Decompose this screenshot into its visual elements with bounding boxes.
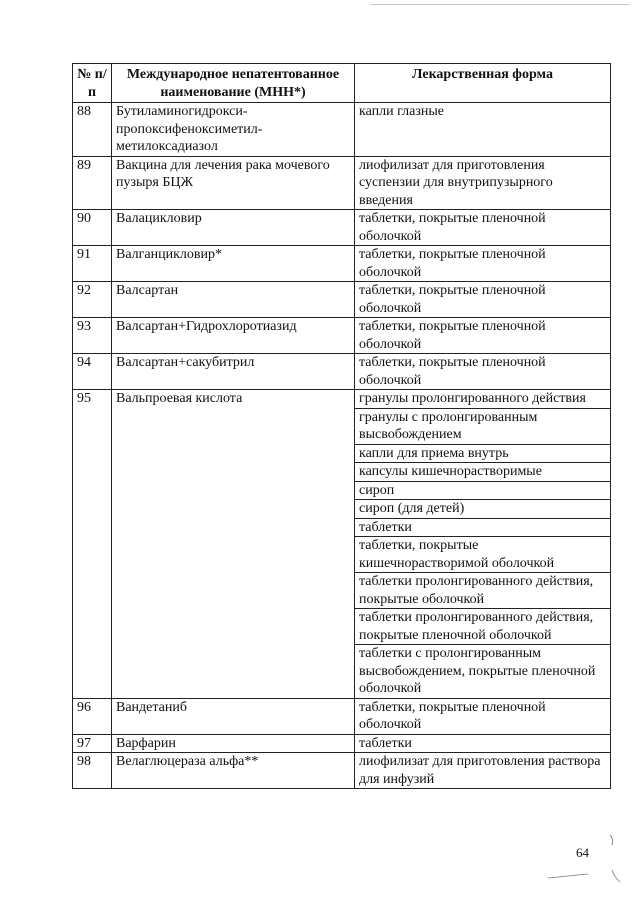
table-row — [73, 282, 611, 318]
dosage-form: таблетки пролонгированного действия, покрытые пленочной оболочкой — [355, 608, 610, 644]
dosage-form: гранулы с пролонгированным высвобождением — [355, 408, 610, 444]
page-number: 64 — [576, 845, 589, 860]
table-row — [73, 734, 611, 753]
drug-name: Валсартан — [112, 282, 355, 318]
dosage-form: таблетки, покрытые пленочной оболочкой — [359, 283, 546, 316]
dosage-form: капли для приема внутрь — [355, 444, 610, 463]
drug-name: Варфарин — [112, 734, 355, 753]
table-row — [73, 390, 611, 699]
header-name: Международное непатентованное наименование (МНН*) — [112, 64, 355, 103]
drug-name: Велаглюцераза альфа** — [112, 753, 355, 789]
row-number: 89 — [73, 156, 112, 210]
dosage-form: таблетки, покрытые пленочной оболочкой — [359, 355, 546, 388]
table-row — [73, 698, 611, 734]
drug-name: Валсартан+Гидрохлоротиазид — [112, 318, 355, 354]
dosage-form-cell — [355, 156, 611, 210]
row-number: 90 — [73, 210, 112, 246]
dosage-form: таблетки с пролонгированным высвобождением, покрытые пленочной оболочкой — [355, 644, 610, 698]
drug-name: Вальпроевая кислота — [112, 390, 355, 699]
dosage-form: таблетки, покрытые пленочной оболочкой — [359, 211, 546, 244]
dosage-form: лиофилизат для приготовления раствора для инфузий — [359, 754, 601, 787]
table-row — [73, 318, 611, 354]
dosage-form: таблетки — [359, 735, 412, 751]
row-number: 92 — [73, 282, 112, 318]
row-number: 94 — [73, 354, 112, 390]
dosage-form-cell — [355, 734, 611, 753]
row-number: 93 — [73, 318, 112, 354]
top-edge-line — [370, 4, 630, 5]
table-row — [73, 156, 611, 210]
dosage-form-cell — [355, 354, 611, 390]
dosage-form-cell — [355, 318, 611, 354]
dosage-form-cell — [355, 390, 611, 699]
drug-name: Валацикловир — [112, 210, 355, 246]
header-num: № п/п — [73, 64, 112, 103]
dosage-form-cell — [355, 103, 611, 157]
dosage-form: таблетки пролонгированного действия, покрытые оболочкой — [355, 572, 610, 608]
drug-name: Вандетаниб — [112, 698, 355, 734]
header-form: Лекарственная форма — [355, 64, 611, 103]
dosage-form: гранулы пролонгированного действия — [359, 391, 586, 406]
dosage-form: таблетки, покрытые кишечнорастворимой оболочкой — [355, 536, 610, 572]
dosage-form: сироп — [355, 481, 610, 500]
table-row — [73, 210, 611, 246]
dosage-form-cell — [355, 282, 611, 318]
dosage-form: таблетки, покрытые пленочной оболочкой — [359, 319, 546, 352]
row-number: 88 — [73, 103, 112, 157]
dosage-form: таблетки — [355, 518, 610, 537]
dosage-form: лиофилизат для приготовления суспензии для внутрипузырного введения — [359, 157, 553, 208]
row-number: 91 — [73, 246, 112, 282]
dosage-form: капли глазные — [359, 104, 444, 119]
table-row — [73, 753, 611, 789]
table-header-row — [73, 64, 611, 103]
table-row — [73, 354, 611, 390]
row-number: 98 — [73, 753, 112, 789]
dosage-form-cell — [355, 753, 611, 789]
row-number: 97 — [73, 734, 112, 753]
drug-list-table — [72, 63, 611, 789]
dosage-form-cell — [355, 698, 611, 734]
table-row — [73, 103, 611, 157]
drug-name: Валганцикловир* — [112, 246, 355, 282]
dosage-form-cell — [355, 246, 611, 282]
drug-name: Бутиламиногидрокси-пропоксифеноксиметил-метилоксадиазол — [112, 103, 355, 157]
drug-name: Вакцина для лечения рака мочевого пузыря БЦЖ — [112, 156, 355, 210]
row-number: 96 — [73, 698, 112, 734]
row-number: 95 — [73, 390, 112, 699]
dosage-form: таблетки, покрытые пленочной оболочкой — [359, 247, 546, 280]
dosage-form: сироп (для детей) — [355, 499, 610, 518]
handwritten-mark — [540, 830, 630, 890]
dosage-form-cell — [355, 210, 611, 246]
dosage-form: таблетки, покрытые пленочной оболочкой — [359, 699, 546, 732]
drug-name: Валсартан+сакубитрил — [112, 354, 355, 390]
table-row — [73, 246, 611, 282]
dosage-form: капсулы кишечнорастворимые — [355, 462, 610, 481]
